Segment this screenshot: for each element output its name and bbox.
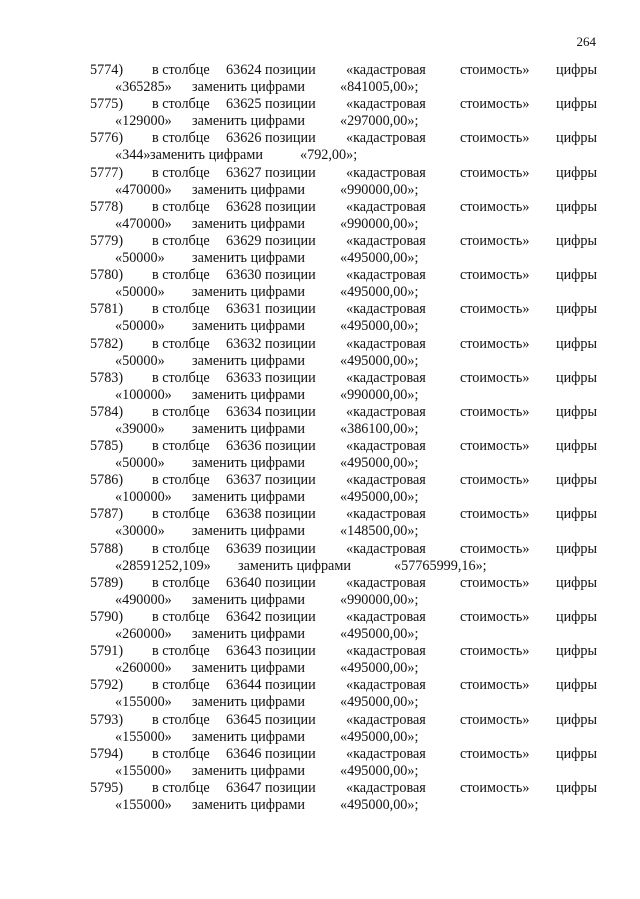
digits-word: цифры (556, 677, 598, 694)
column-phrase: в столбце (152, 643, 210, 660)
cadastral-word: «кадастровая (346, 643, 426, 660)
entry-line-1 (0, 677, 640, 694)
amendment-entry (0, 336, 640, 370)
position-phrase: 63639 позиции (226, 540, 316, 557)
amendment-entry (0, 267, 640, 301)
entry-number: 5795) (90, 779, 124, 796)
new-value: «495000,00»; (340, 455, 419, 472)
amendment-entry (0, 404, 640, 438)
column-phrase: в столбце (152, 164, 210, 181)
entry-line-2 (0, 523, 640, 540)
entry-line-1 (0, 575, 640, 592)
entry-line-1 (0, 609, 640, 626)
column-phrase: в столбце (152, 62, 210, 78)
amendment-entry (0, 62, 640, 96)
amendment-entry (0, 438, 640, 472)
value-word: стоимость» (460, 438, 530, 455)
entry-number: 5774) (90, 62, 124, 78)
amendment-entry (0, 472, 640, 506)
cadastral-word: «кадастровая (346, 369, 426, 386)
digits-word: цифры (556, 472, 598, 489)
entry-line-2 (0, 353, 640, 370)
new-value: «495000,00»; (340, 489, 419, 506)
value-word: стоимость» (460, 472, 530, 489)
entry-number: 5780) (90, 267, 124, 284)
column-phrase: в столбце (152, 403, 210, 420)
entry-line-2 (0, 797, 640, 814)
new-value: «495000,00»; (340, 626, 419, 642)
new-value: «57765999,16»; (394, 557, 487, 574)
old-value: «260000» (115, 660, 172, 677)
amendment-entry (0, 643, 640, 677)
column-phrase: в столбце (152, 301, 210, 318)
old-value: «50000» (115, 455, 165, 472)
column-phrase: в столбце (152, 609, 210, 625)
value-word: стоимость» (460, 779, 530, 796)
new-value: «297000,00»; (340, 113, 419, 130)
new-value: «495000,00»; (340, 660, 419, 677)
cadastral-word: «кадастровая (346, 267, 426, 284)
cadastral-word: «кадастровая (346, 677, 426, 694)
entry-number: 5781) (90, 301, 124, 318)
entry-line-2 (0, 455, 640, 472)
old-value: «50000» (115, 318, 165, 335)
amendment-entry (0, 609, 640, 643)
replace-phrase: заменить цифрами (192, 420, 305, 437)
column-phrase: в столбце (152, 779, 210, 796)
replace-phrase: заменить цифрами (192, 591, 305, 608)
entry-line-2 (0, 250, 640, 267)
digits-word: цифры (556, 438, 598, 455)
amendment-entry (0, 780, 640, 814)
cadastral-word: «кадастровая (346, 540, 426, 557)
digits-word: цифры (556, 506, 598, 523)
replace-phrase: заменить цифрами (192, 79, 305, 95)
replace-phrase: заменить цифрами (192, 489, 305, 506)
column-phrase: в столбце (152, 574, 210, 591)
cadastral-word: «кадастровая (346, 745, 426, 762)
entry-line-2 (0, 216, 640, 233)
value-word: стоимость» (460, 540, 530, 557)
position-phrase: 63643 позиции (226, 643, 316, 660)
entry-number: 5785) (90, 438, 124, 455)
column-phrase: в столбце (152, 130, 210, 147)
entry-line-2 (0, 182, 640, 199)
position-phrase: 63629 позиции (226, 232, 316, 249)
value-word: стоимость» (460, 335, 530, 352)
entry-line-2 (0, 489, 640, 506)
value-word: стоимость» (460, 96, 530, 113)
old-value: «344» (115, 147, 151, 164)
cadastral-word: «кадастровая (346, 506, 426, 523)
entry-line-1 (0, 96, 640, 113)
cadastral-word: «кадастровая (346, 96, 426, 113)
replace-phrase: заменить цифрами (192, 728, 305, 745)
value-word: стоимость» (460, 301, 530, 318)
entry-line-1 (0, 130, 640, 147)
new-value: «495000,00»; (340, 796, 419, 813)
old-value: «470000» (115, 215, 172, 232)
cadastral-word: «кадастровая (346, 609, 426, 625)
column-phrase: в столбце (152, 438, 210, 455)
digits-word: цифры (556, 711, 598, 728)
position-phrase: 63646 позиции (226, 745, 316, 762)
old-value: «155000» (115, 762, 172, 779)
value-word: стоимость» (460, 62, 530, 78)
replace-phrase: заменить цифрами (192, 796, 305, 813)
entry-number: 5794) (90, 745, 124, 762)
digits-word: цифры (556, 643, 598, 660)
position-phrase: 63645 позиции (226, 711, 316, 728)
replace-phrase: заменить цифрами (192, 318, 305, 335)
cadastral-word: «кадастровая (346, 574, 426, 591)
position-phrase: 63634 позиции (226, 403, 316, 420)
digits-word: цифры (556, 164, 598, 181)
cadastral-word: «кадастровая (346, 164, 426, 181)
old-value: «260000» (115, 626, 172, 642)
replace-phrase: заменить цифрами (238, 557, 351, 574)
entry-line-1 (0, 301, 640, 318)
entry-line-1 (0, 712, 640, 729)
replace-phrase: заменить цифрами (192, 523, 305, 540)
digits-word: цифры (556, 609, 598, 625)
digits-word: цифры (556, 130, 598, 147)
amendment-entry (0, 712, 640, 746)
position-phrase: 63642 позиции (226, 609, 316, 625)
amendment-entry (0, 506, 640, 540)
cadastral-word: «кадастровая (346, 232, 426, 249)
replace-phrase: заменить цифрами (150, 147, 263, 164)
position-phrase: 63638 позиции (226, 506, 316, 523)
position-phrase: 63624 позиции (226, 62, 316, 78)
amendment-entry (0, 199, 640, 233)
old-value: «50000» (115, 352, 165, 369)
old-value: «100000» (115, 386, 172, 403)
entry-number: 5789) (90, 574, 124, 591)
new-value: «495000,00»; (340, 762, 419, 779)
cadastral-word: «кадастровая (346, 130, 426, 147)
cadastral-word: «кадастровая (346, 198, 426, 215)
new-value: «148500,00»; (340, 523, 419, 540)
digits-word: цифры (556, 745, 598, 762)
digits-word: цифры (556, 96, 598, 113)
entry-line-2 (0, 694, 640, 711)
value-word: стоимость» (460, 369, 530, 386)
replace-phrase: заменить цифрами (192, 113, 305, 130)
entry-line-1 (0, 233, 640, 250)
cadastral-word: «кадастровая (346, 335, 426, 352)
digits-word: цифры (556, 779, 598, 796)
entry-number: 5792) (90, 677, 124, 694)
cadastral-word: «кадастровая (346, 403, 426, 420)
amendment-entry (0, 130, 640, 164)
entry-line-1 (0, 370, 640, 387)
entry-line-1 (0, 643, 640, 660)
column-phrase: в столбце (152, 745, 210, 762)
new-value: «990000,00»; (340, 181, 419, 198)
entry-line-2 (0, 79, 640, 96)
entry-number: 5793) (90, 711, 124, 728)
entry-number: 5787) (90, 506, 124, 523)
column-phrase: в столбце (152, 96, 210, 113)
entry-line-1 (0, 746, 640, 763)
old-value: «28591252,109» (115, 557, 211, 574)
replace-phrase: заменить цифрами (192, 694, 305, 711)
value-word: стоимость» (460, 232, 530, 249)
position-phrase: 63625 позиции (226, 96, 316, 113)
cadastral-word: «кадастровая (346, 62, 426, 78)
cadastral-word: «кадастровая (346, 438, 426, 455)
new-value: «841005,00»; (340, 79, 419, 95)
value-word: стоимость» (460, 574, 530, 591)
entry-number: 5790) (90, 609, 124, 625)
replace-phrase: заменить цифрами (192, 660, 305, 677)
column-phrase: в столбце (152, 711, 210, 728)
digits-word: цифры (556, 403, 598, 420)
cadastral-word: «кадастровая (346, 301, 426, 318)
position-phrase: 63640 позиции (226, 574, 316, 591)
entry-number: 5776) (90, 130, 124, 147)
digits-word: цифры (556, 540, 598, 557)
column-phrase: в столбце (152, 540, 210, 557)
old-value: «155000» (115, 796, 172, 813)
position-phrase: 63628 позиции (226, 198, 316, 215)
entry-line-2 (0, 558, 640, 575)
column-phrase: в столбце (152, 506, 210, 523)
new-value: «495000,00»; (340, 352, 419, 369)
amendment-entry (0, 746, 640, 780)
new-value: «990000,00»; (340, 591, 419, 608)
position-phrase: 63632 позиции (226, 335, 316, 352)
digits-word: цифры (556, 198, 598, 215)
old-value: «50000» (115, 249, 165, 266)
digits-word: цифры (556, 301, 598, 318)
entry-number: 5779) (90, 232, 124, 249)
old-value: «129000» (115, 113, 172, 130)
digits-word: цифры (556, 62, 598, 78)
entry-line-1 (0, 267, 640, 284)
entry-line-2 (0, 113, 640, 130)
value-word: стоимость» (460, 198, 530, 215)
value-word: стоимость» (460, 677, 530, 694)
entry-number: 5788) (90, 540, 124, 557)
replace-phrase: заменить цифрами (192, 284, 305, 301)
new-value: «495000,00»; (340, 249, 419, 266)
value-word: стоимость» (460, 745, 530, 762)
amendment-list (0, 62, 640, 814)
entry-line-1 (0, 506, 640, 523)
new-value: «495000,00»; (340, 694, 419, 711)
digits-word: цифры (556, 232, 598, 249)
amendment-entry (0, 233, 640, 267)
replace-phrase: заменить цифрами (192, 352, 305, 369)
new-value: «495000,00»; (340, 318, 419, 335)
digits-word: цифры (556, 267, 598, 284)
replace-phrase: заменить цифрами (192, 386, 305, 403)
entry-line-2 (0, 421, 640, 438)
column-phrase: в столбце (152, 267, 210, 284)
entry-number: 5784) (90, 403, 124, 420)
entry-line-1 (0, 62, 640, 79)
column-phrase: в столбце (152, 472, 210, 489)
new-value: «495000,00»; (340, 728, 419, 745)
entry-line-2 (0, 729, 640, 746)
column-phrase: в столбце (152, 369, 210, 386)
old-value: «155000» (115, 694, 172, 711)
position-phrase: 63636 позиции (226, 438, 316, 455)
value-word: стоимость» (460, 711, 530, 728)
amendment-entry (0, 370, 640, 404)
page-number: 264 (576, 34, 596, 49)
replace-phrase: заменить цифрами (192, 215, 305, 232)
new-value: «386100,00»; (340, 420, 419, 437)
value-word: стоимость» (460, 267, 530, 284)
replace-phrase: заменить цифрами (192, 762, 305, 779)
entry-line-2 (0, 592, 640, 609)
entry-line-1 (0, 165, 640, 182)
amendment-entry (0, 301, 640, 335)
old-value: «470000» (115, 181, 172, 198)
column-phrase: в столбце (152, 335, 210, 352)
entry-number: 5777) (90, 164, 124, 181)
amendment-entry (0, 575, 640, 609)
position-phrase: 63627 позиции (226, 164, 316, 181)
entry-line-1 (0, 780, 640, 797)
amendment-entry (0, 677, 640, 711)
entry-line-2 (0, 284, 640, 301)
entry-line-2 (0, 660, 640, 677)
replace-phrase: заменить цифрами (192, 249, 305, 266)
new-value: «990000,00»; (340, 386, 419, 403)
value-word: стоимость» (460, 164, 530, 181)
entry-number: 5786) (90, 472, 124, 489)
value-word: стоимость» (460, 130, 530, 147)
column-phrase: в столбце (152, 677, 210, 694)
new-value: «990000,00»; (340, 215, 419, 232)
replace-phrase: заменить цифрами (192, 181, 305, 198)
new-value: «792,00»; (300, 147, 358, 164)
entry-number: 5783) (90, 369, 124, 386)
entry-line-2 (0, 763, 640, 780)
replace-phrase: заменить цифрами (192, 455, 305, 472)
entry-number: 5782) (90, 335, 124, 352)
digits-word: цифры (556, 369, 598, 386)
column-phrase: в столбце (152, 232, 210, 249)
position-phrase: 63630 позиции (226, 267, 316, 284)
cadastral-word: «кадастровая (346, 779, 426, 796)
old-value: «155000» (115, 728, 172, 745)
position-phrase: 63626 позиции (226, 130, 316, 147)
entry-line-2 (0, 318, 640, 335)
position-phrase: 63633 позиции (226, 369, 316, 386)
position-phrase: 63631 позиции (226, 301, 316, 318)
old-value: «365285» (115, 79, 172, 95)
entry-number: 5778) (90, 198, 124, 215)
entry-line-1 (0, 472, 640, 489)
value-word: стоимость» (460, 643, 530, 660)
new-value: «495000,00»; (340, 284, 419, 301)
cadastral-word: «кадастровая (346, 472, 426, 489)
replace-phrase: заменить цифрами (192, 626, 305, 642)
old-value: «490000» (115, 591, 172, 608)
value-word: стоимость» (460, 506, 530, 523)
amendment-entry (0, 165, 640, 199)
entry-line-1 (0, 541, 640, 558)
entry-line-2 (0, 387, 640, 404)
amendment-entry (0, 541, 640, 575)
old-value: «39000» (115, 420, 165, 437)
position-phrase: 63644 позиции (226, 677, 316, 694)
entry-line-1 (0, 438, 640, 455)
entry-line-1 (0, 199, 640, 216)
position-phrase: 63647 позиции (226, 779, 316, 796)
cadastral-word: «кадастровая (346, 711, 426, 728)
amendment-entry (0, 96, 640, 130)
entry-line-1 (0, 336, 640, 353)
position-phrase: 63637 позиции (226, 472, 316, 489)
value-word: стоимость» (460, 609, 530, 625)
entry-line-1 (0, 404, 640, 421)
old-value: «30000» (115, 523, 165, 540)
old-value: «50000» (115, 284, 165, 301)
digits-word: цифры (556, 335, 598, 352)
entry-line-2 (0, 626, 640, 643)
column-phrase: в столбце (152, 198, 210, 215)
entry-number: 5791) (90, 643, 124, 660)
value-word: стоимость» (460, 403, 530, 420)
entry-line-2 (0, 147, 640, 164)
digits-word: цифры (556, 574, 598, 591)
entry-number: 5775) (90, 96, 124, 113)
old-value: «100000» (115, 489, 172, 506)
